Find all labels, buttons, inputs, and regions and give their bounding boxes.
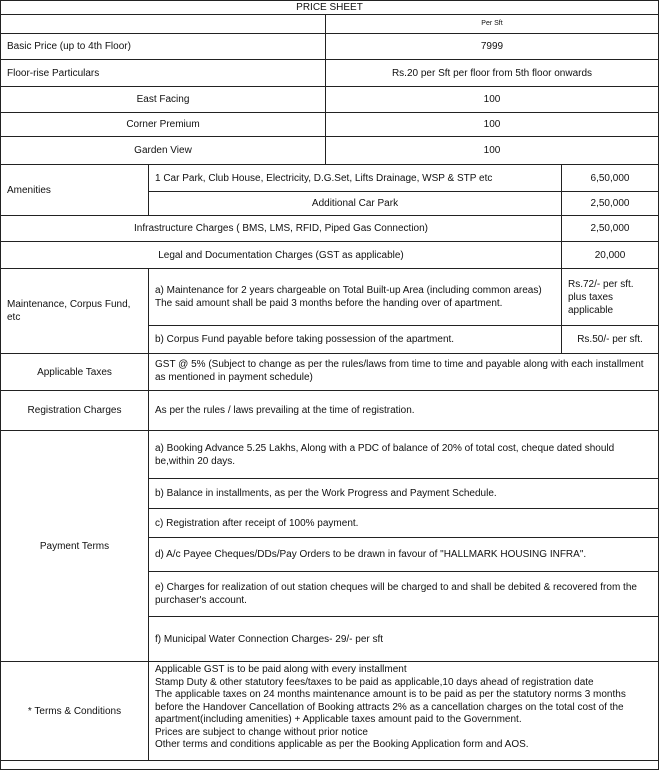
infrastructure-label: Infrastructure Charges ( BMS, LMS, RFID, Piped Gas Connection) (0, 215, 562, 242)
sheet-title: PRICE SHEET (0, 0, 659, 15)
legal-label: Legal and Documentation Charges (GST as applicable) (0, 241, 562, 269)
basic-price-value: 7999 (325, 33, 659, 60)
maintenance-item-a: a) Maintenance for 2 years chargeable on Total Built-up Area (including common areas) The said amount shall be paid 3 months before the handing over of apartment. (148, 268, 562, 326)
corner-premium-label: Corner Premium (0, 112, 326, 137)
amenities-value-2: 2,50,000 (561, 191, 659, 216)
amenities-label: Amenities (0, 164, 149, 216)
payment-item-f: f) Municipal Water Connection Charges- 29/- per sft (148, 616, 659, 662)
floor-rise-label: Floor-rise Particulars (0, 59, 326, 87)
payment-item-d: d) A/c Payee Cheques/DDs/Pay Orders to be drawn in favour of "HALLMARK HOUSING INFRA". (148, 537, 659, 572)
garden-view-label: Garden View (0, 136, 326, 165)
maintenance-label: Maintenance, Corpus Fund, etc (0, 268, 149, 354)
basic-price-label: Basic Price (up to 4th Floor) (0, 33, 326, 60)
registration-label: Registration Charges (0, 390, 149, 431)
amenities-value-1: 6,50,000 (561, 164, 659, 192)
terms-label: * Terms & Conditions (0, 661, 149, 761)
per-sft-label: Per Sft (325, 14, 659, 34)
east-facing-value: 100 (325, 86, 659, 113)
payment-item-b: b) Balance in installments, as per the Work Progress and Payment Schedule. (148, 478, 659, 509)
maintenance-item-b: b) Corpus Fund payable before taking possession of the apartment. (148, 325, 562, 354)
registration-text: As per the rules / laws prevailing at the time of registration. (148, 390, 659, 431)
bottom-row (0, 760, 659, 770)
taxes-label: Applicable Taxes (0, 353, 149, 391)
maintenance-value-a: Rs.72/- per sft. plus taxes applicable (561, 268, 659, 326)
legal-value: 20,000 (561, 241, 659, 269)
payment-item-c: c) Registration after receipt of 100% payment. (148, 508, 659, 538)
payment-terms-label: Payment Terms (0, 430, 149, 662)
east-facing-label: East Facing (0, 86, 326, 113)
header-blank (0, 14, 326, 34)
floor-rise-value: Rs.20 per Sft per floor from 5th floor onwards (325, 59, 659, 87)
amenities-item-2: Additional Car Park (148, 191, 562, 216)
terms-text: Applicable GST is to be paid along with every installment Stamp Duty & other statutory fees/taxes to be paid as applicable,10 days ahead of registration date The applicable taxes on 24 months maintenance amount is to be paid as per the statutory norms 3 months before the Handover Cancellation of Booking attracts 2% as a cancellation charges on the total cost of the apartment(including amenities) + Applicable taxes amount paid to the Government. Prices are subject to change without prior notice Other terms and conditions applicable as per the Booking Application form and AOS. (148, 661, 659, 761)
garden-view-value: 100 (325, 136, 659, 165)
payment-item-a: a) Booking Advance 5.25 Lakhs, Along with a PDC of balance of 20% of total cost, cheque dated should be,within 20 days. (148, 430, 659, 479)
taxes-text: GST @ 5% (Subject to change as per the rules/laws from time to time and payable along with each installment as mentioned in payment schedule) (148, 353, 659, 391)
maintenance-value-b: Rs.50/- per sft. (561, 325, 659, 354)
payment-item-e: e) Charges for realization of out station cheques will be charged to and shall be debited & recovered from the purchaser's account. (148, 571, 659, 617)
amenities-item-1: 1 Car Park, Club House, Electricity, D.G.Set, Lifts Drainage, WSP & STP etc (148, 164, 562, 192)
infrastructure-value: 2,50,000 (561, 215, 659, 242)
corner-premium-value: 100 (325, 112, 659, 137)
